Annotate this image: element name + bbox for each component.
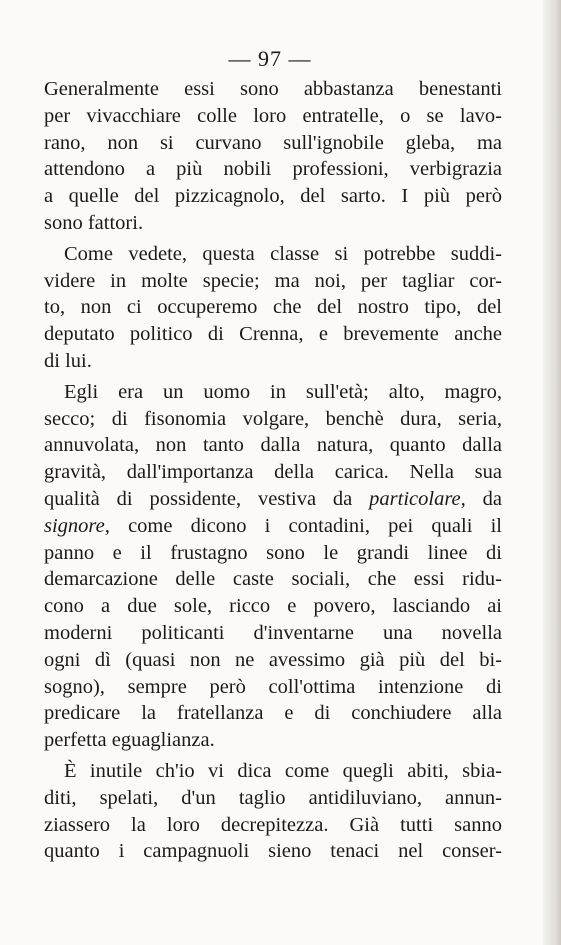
paragraph <box>44 758 502 865</box>
paragraph <box>44 379 502 754</box>
text-line: ziassero la loro decrepitezza. Già tutti sanno <box>44 813 502 836</box>
text-line: sono fattori. <box>44 211 144 234</box>
text-line: a quelle del pizzicagnolo, del sarto. I più però <box>44 185 502 208</box>
italic-word: signore <box>44 514 105 537</box>
text-line: Egli era un uomo in sull'età; alto, magro, <box>64 380 502 403</box>
text-line: sogno), sempre però coll'ottima intenzione di <box>44 675 502 698</box>
paragraph <box>44 76 502 237</box>
text-line: cono a due sole, ricco e povero, lasciando ai <box>44 595 502 618</box>
text-line: annuvolata, non tanto dalla natura, quanto dalla <box>44 434 502 457</box>
page-number: — 97 — <box>228 46 312 71</box>
text-line: rano, non si curvano sull'ignobile gleba, ma <box>44 131 502 154</box>
text-line: Come vedete, questa classe si potrebbe suddi- <box>64 242 502 265</box>
text-line: moderni politicanti d'inventarne una novella <box>44 621 502 644</box>
text-line: videre in molte specie; ma noi, per tagliar cor- <box>44 269 502 292</box>
text-line: È inutile ch'io vi dica come quegli abiti, sbia- <box>64 759 502 782</box>
text-line: diti, spelati, d'un taglio antidiluviano, annun- <box>44 786 502 809</box>
text-line: Generalmente essi sono abbastanza benestanti <box>44 78 502 100</box>
italic-word: particolare <box>369 487 461 510</box>
text-line: qualità di possidente, vestiva da particolare, da <box>44 487 502 510</box>
text-line: quanto i campagnuoli sieno tenaci nel conser- <box>44 840 502 863</box>
text-line: predicare la fratellanza e di conchiudere alla <box>44 702 502 725</box>
text-line: demarcazione delle caste sociali, che essi ridu- <box>44 568 502 591</box>
text-line: secco; di fisonomia volgare, benchè dura, seria, <box>44 407 502 430</box>
text-line: panno e il frustagno sono le grandi linee di <box>44 541 502 564</box>
text-line: signore, come dicono i contadini, pei quali il <box>44 514 502 537</box>
text-line: per vivacchiare colle loro entratelle, o se lavo- <box>44 104 502 127</box>
text-line: ogni dì (quasi non ne avessimo già più del bi- <box>44 648 502 671</box>
text-line: gravità, dall'importanza della carica. Nella sua <box>44 461 502 484</box>
text-line: perfetta eguaglianza. <box>44 729 215 752</box>
text-line: to, non ci occuperemo che del nostro tipo, del <box>44 296 502 319</box>
text-line: attendono a più nobili professioni, verbigrazia <box>44 158 502 181</box>
page-edge-shadow <box>543 0 561 945</box>
text-line: di lui. <box>44 349 92 372</box>
paragraph <box>44 241 502 375</box>
body-text <box>44 76 502 865</box>
text-line: deputato politico di Crenna, e brevemente anche <box>44 323 502 346</box>
